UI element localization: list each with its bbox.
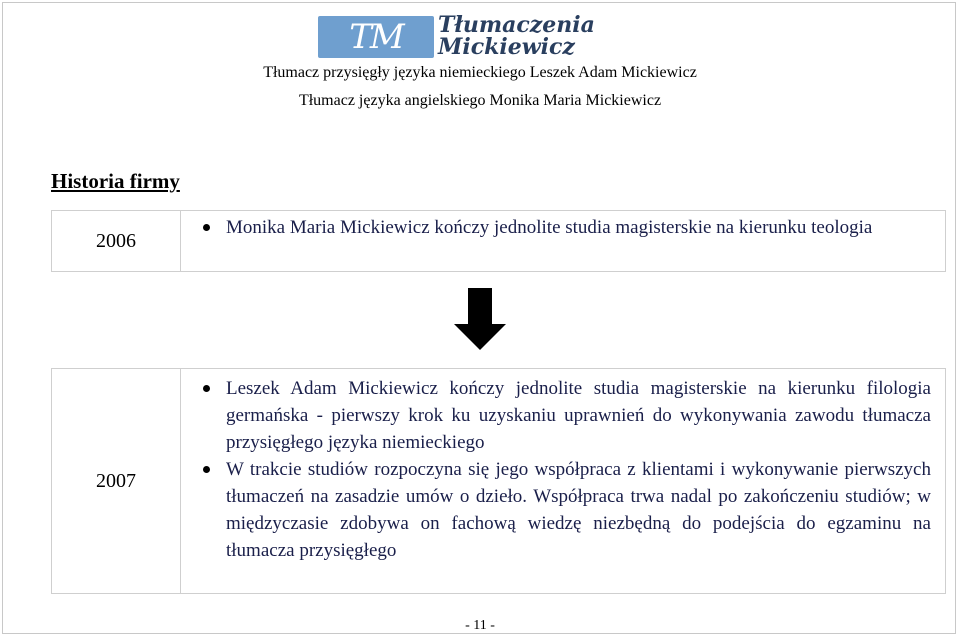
list-item: W trakcie studiów rozpoczyna się jego współpraca z klientami i wykonywanie pierwszych tłumaczeń na zasadzie umów o dzieło. Współpraca trwa nadal po zakończeniu studiów; w międzyczasie zdobywa on fachową wiedzę niezbędną do podejścia do egzaminu na tłumacza przysięgłego [203, 456, 931, 564]
logo-name [438, 14, 668, 58]
section-title: Historia firmy [51, 169, 180, 193]
timeline-row-2006 [51, 210, 946, 272]
bullet-list [203, 375, 931, 564]
logo-name-line2: Mickiewicz [438, 34, 575, 60]
header-subtitle-2: Tłumacz języka angielskiego Monika Maria Mickiewicz [298, 92, 662, 109]
page-number: - 11 - [465, 618, 495, 633]
year-cell: 2007 [52, 369, 181, 593]
year-cell: 2006 [52, 211, 181, 271]
logo-mark [318, 16, 434, 58]
logo-name-line1: Tłumaczenia [438, 12, 595, 38]
list-item: Leszek Adam Mickiewicz kończy jednolite studia magisterskie na kierunku filologia germańska - pierwszy krok ku uzyskaniu uprawnień do wykonywania zawodu tłumacza przysięgłego języka niemieckiego [203, 375, 931, 456]
content-cell [181, 211, 945, 271]
logo-mark-text: TM [349, 17, 403, 57]
content-cell [181, 369, 945, 593]
list-item: Monika Maria Mickiewicz kończy jednolite studia magisterskie na kierunku teologia [203, 214, 931, 241]
bullet-list [203, 214, 931, 241]
timeline-row-2007 [51, 368, 946, 594]
arrow-down-icon [452, 288, 508, 350]
header-subtitle-1: Tłumacz przysięgły języka niemieckiego Leszek Adam Mickiewicz [263, 64, 697, 81]
company-logo [318, 14, 658, 60]
